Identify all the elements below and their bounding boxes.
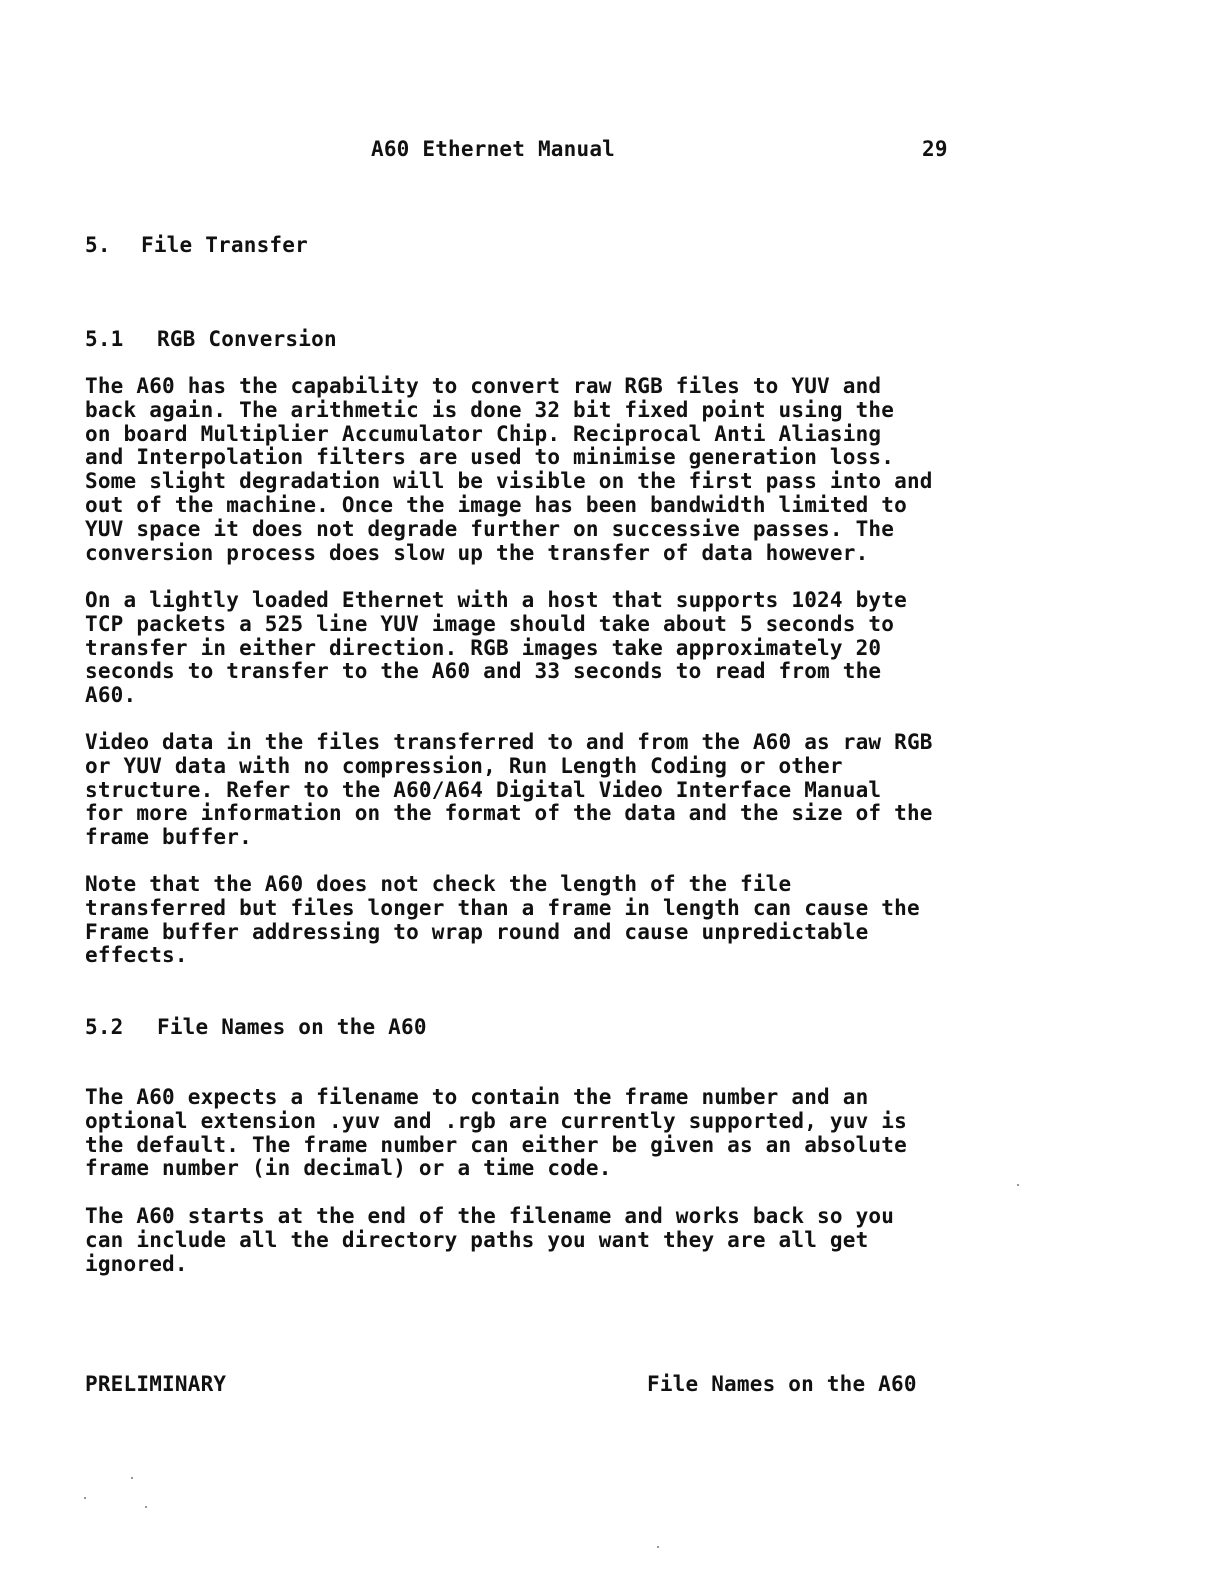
scan-speck (145, 1506, 147, 1508)
section-title: File Transfer (141, 233, 308, 257)
subsection-2-title: File Names on the A60 (157, 1015, 427, 1039)
footer-right: File Names on the A60 (647, 1372, 917, 1396)
paragraph: On a lightly loaded Ethernet with a host that supports 1024 byte TCP packets a 525 line YUV image should take about 5 seconds to transfer in either direction. RGB images take approximately 20 seconds to transfer to the A60 and 33 seconds to read from the A60. (85, 588, 907, 708)
subsection-2-number: 5.2 (85, 1015, 124, 1039)
paragraph: The A60 expects a filename to contain the frame number and an optional extension .yuv and .rgb are currently supported, yuv is the default. The frame number can either be given as an absolute frame number (in decimal) or a time code. (85, 1085, 907, 1181)
header-page-number: 29 (922, 137, 948, 161)
footer-left: PRELIMINARY (85, 1372, 227, 1396)
paragraph: Video data in the files transferred to and from the A60 as raw RGB or YUV data with no compression, Run Length Coding or other structure. Refer to the A60/A64 Digital Video Interface Manual for more information on the format of the data and the size of the frame buffer. (85, 730, 933, 850)
header-title: A60 Ethernet Manual (371, 137, 616, 161)
paragraph: Note that the A60 does not check the length of the file transferred but files longer than a frame in length can cause the Frame buffer addressing to wrap round and cause unpredictable effects. (85, 872, 920, 968)
scan-speck (1017, 1184, 1019, 1186)
scan-speck (131, 1477, 133, 1479)
scan-speck (657, 1546, 659, 1548)
subsection-1-number: 5.1 (85, 327, 124, 351)
subsection-1-title: RGB Conversion (157, 327, 337, 351)
paragraph: The A60 has the capability to convert raw RGB files to YUV and back again. The arithmetic is done 32 bit fixed point using the on board Multiplier Accumulator Chip. Reciprocal Anti Aliasing and Interpolation filters are used to minimise generation loss. Some slight degradation will be visible on the first pass into and out of the machine. Once the image has been bandwidth limited to YUV space it does not degrade further on successive passes. The conversion process does slow up the transfer of data however. (85, 374, 933, 565)
paragraph: The A60 starts at the end of the filename and works back so you can include all the directory paths you want they are all get ignored. (85, 1204, 895, 1276)
scan-speck (84, 1497, 86, 1499)
section-number: 5. (85, 233, 111, 257)
